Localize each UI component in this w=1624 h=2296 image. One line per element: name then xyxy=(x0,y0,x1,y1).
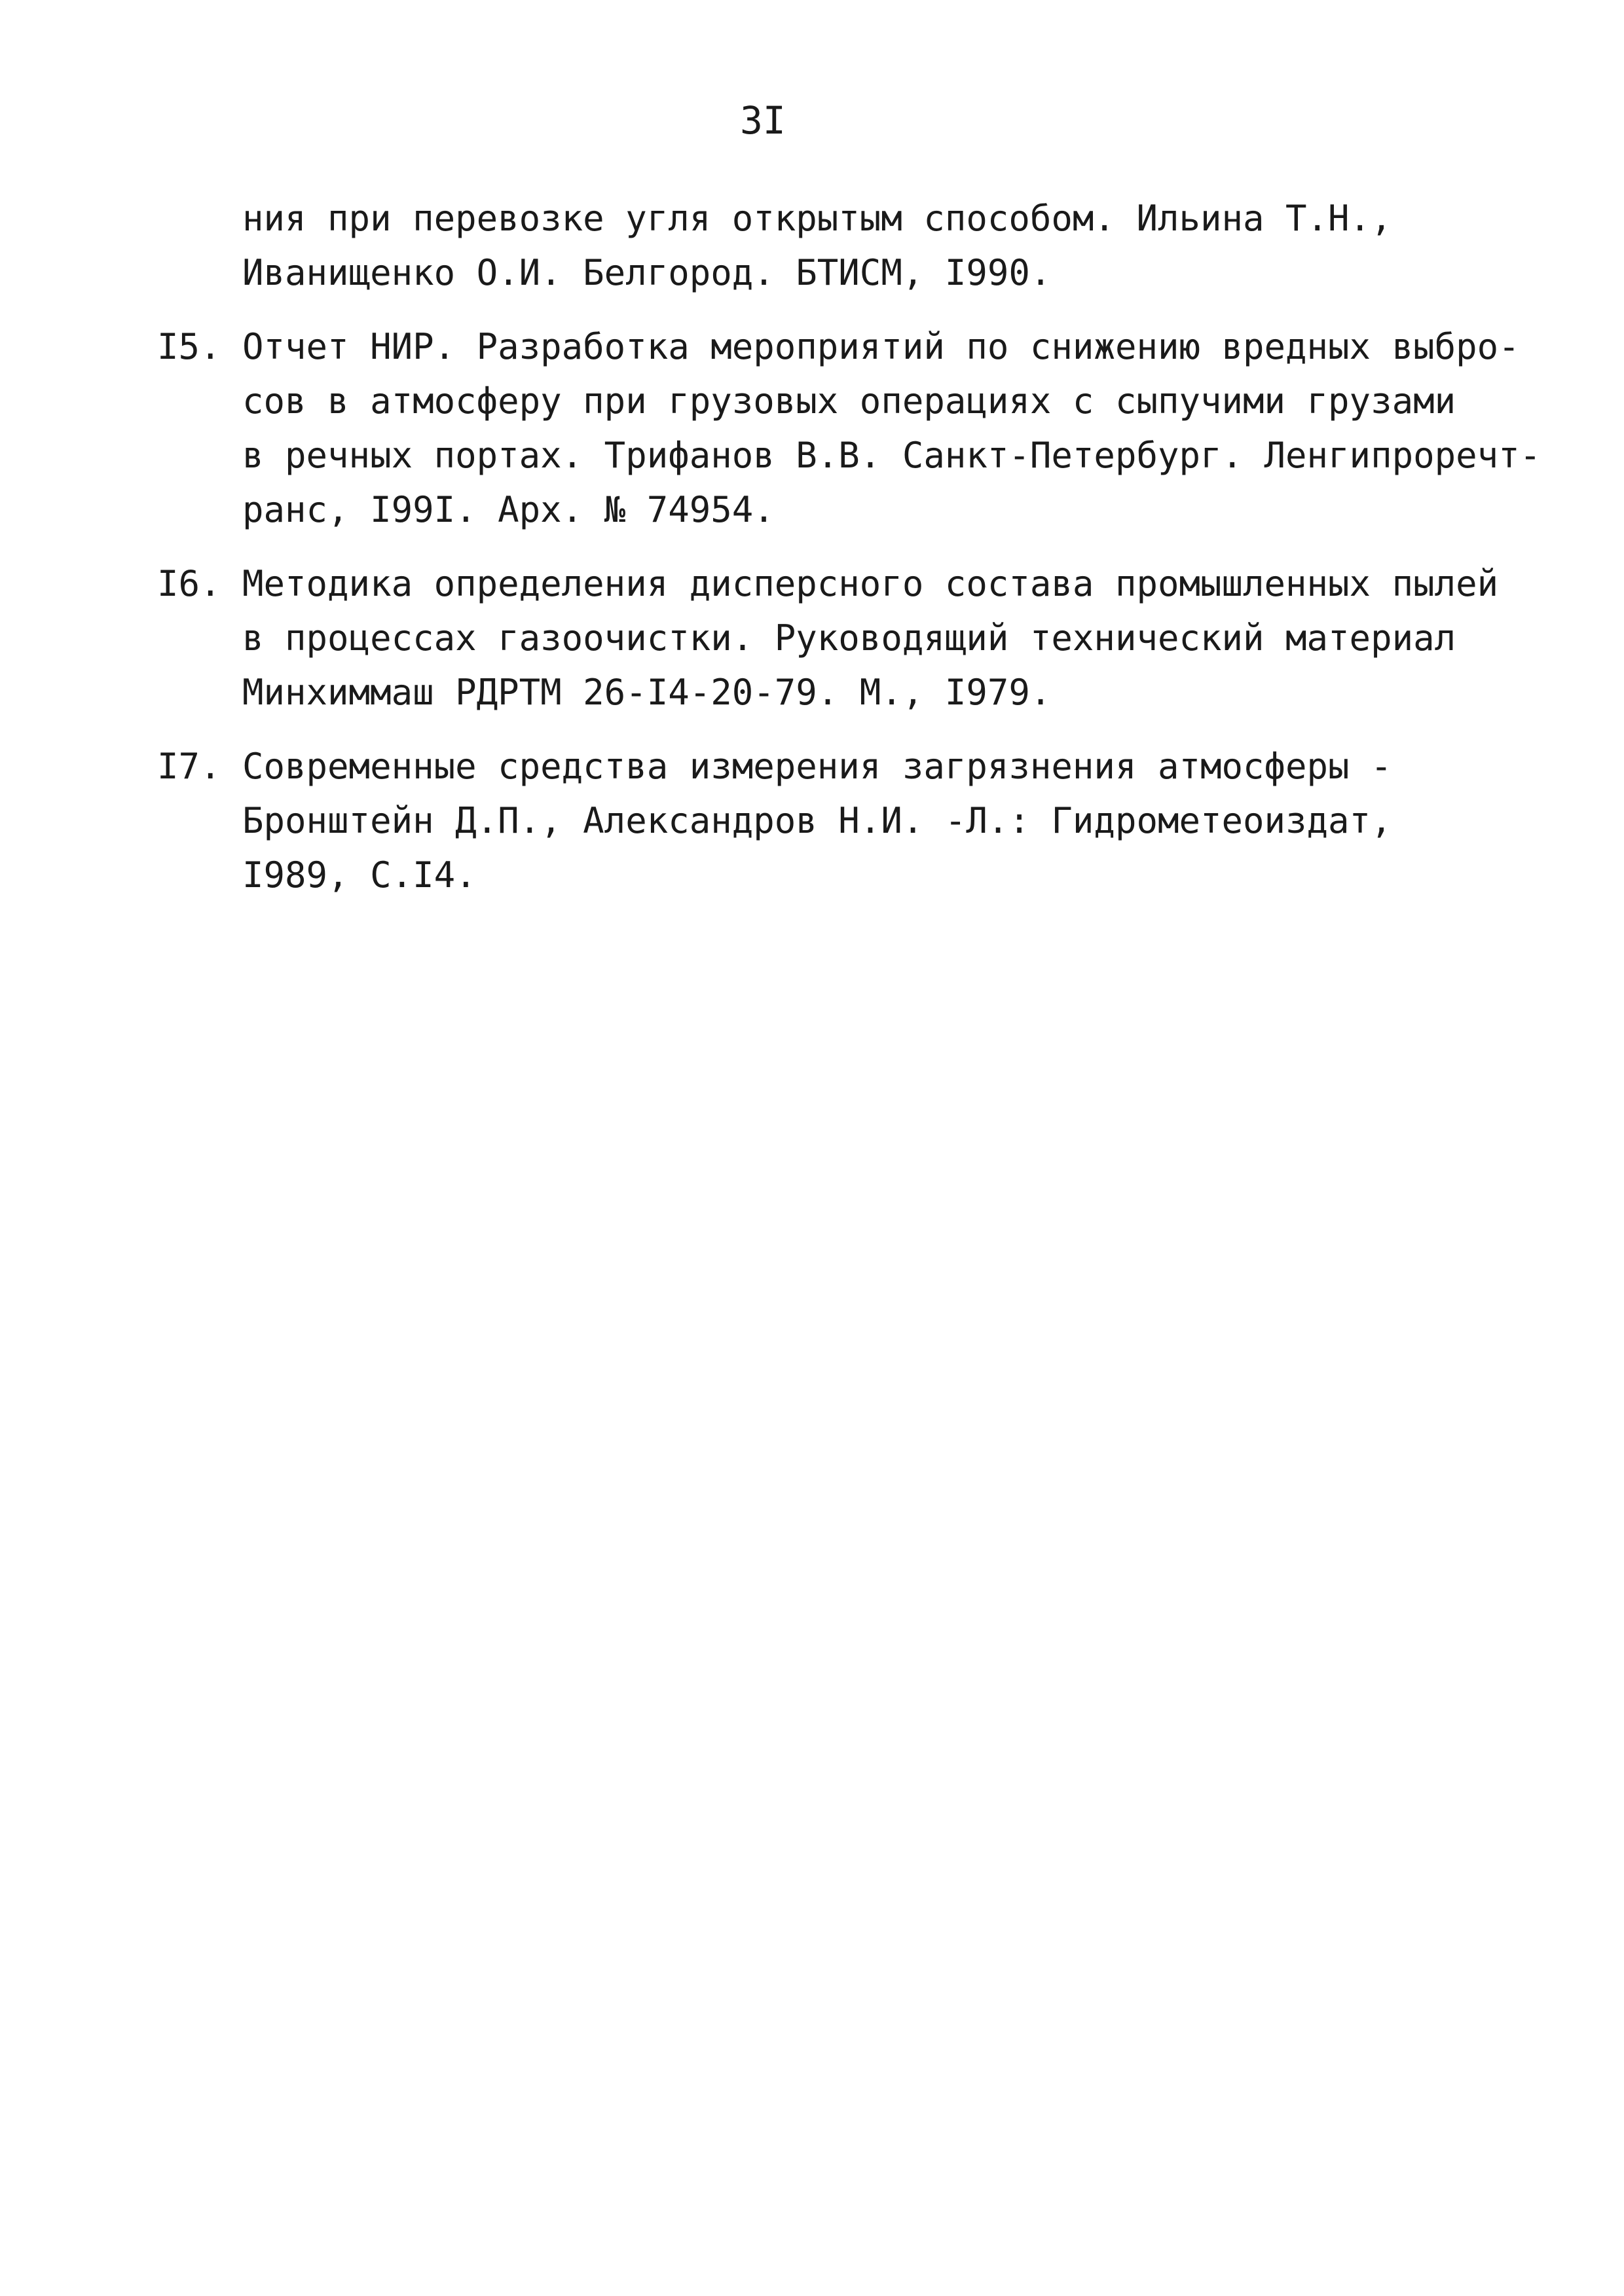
reference-line: ния при перевозке угля открытым способом. Ильина Т.Н., xyxy=(242,198,1392,239)
reference-text xyxy=(242,556,1519,720)
reference-line: Отчет НИР. Разработка мероприятий по снижению вредных выбро- xyxy=(242,326,1520,367)
reference-line: ранс, I99I. Арх. № 74954. xyxy=(242,489,775,530)
reference-text xyxy=(242,319,1541,537)
reference-item xyxy=(157,739,1519,902)
reference-list xyxy=(157,191,1541,922)
reference-number: I5. xyxy=(157,326,221,367)
page-number: 3I xyxy=(740,98,786,143)
reference-text xyxy=(242,191,1519,300)
reference-line: Методика определения дисперсного состава промышленных пылей xyxy=(242,563,1499,604)
reference-line: Минхиммаш РДРТМ 26-I4-20-79. М., I979. xyxy=(242,672,1052,713)
reference-line: Современные средства измерения загрязнения атмосферы - xyxy=(242,746,1392,787)
reference-line: Иванищенко О.И. Белгород. БТИСМ, I990. xyxy=(242,252,1052,293)
reference-line: в процессах газоочистки. Руководящий технический материал xyxy=(242,617,1456,659)
reference-line: Бронштейн Д.П., Александров Н.И. -Л.: Гидрометеоиздат, xyxy=(242,800,1392,841)
reference-item xyxy=(157,556,1519,720)
reference-item xyxy=(157,191,1519,300)
reference-line: в речных портах. Трифанов В.В. Санкт-Петербург. Ленгипроречт- xyxy=(242,435,1541,476)
reference-text xyxy=(242,739,1519,902)
reference-number: I6. xyxy=(157,563,221,604)
reference-line: сов в атмосферу при грузовых операциях с сыпучими грузами xyxy=(242,380,1456,422)
reference-item xyxy=(157,319,1541,537)
reference-line: I989, С.I4. xyxy=(242,854,477,896)
reference-number: I7. xyxy=(157,746,221,787)
